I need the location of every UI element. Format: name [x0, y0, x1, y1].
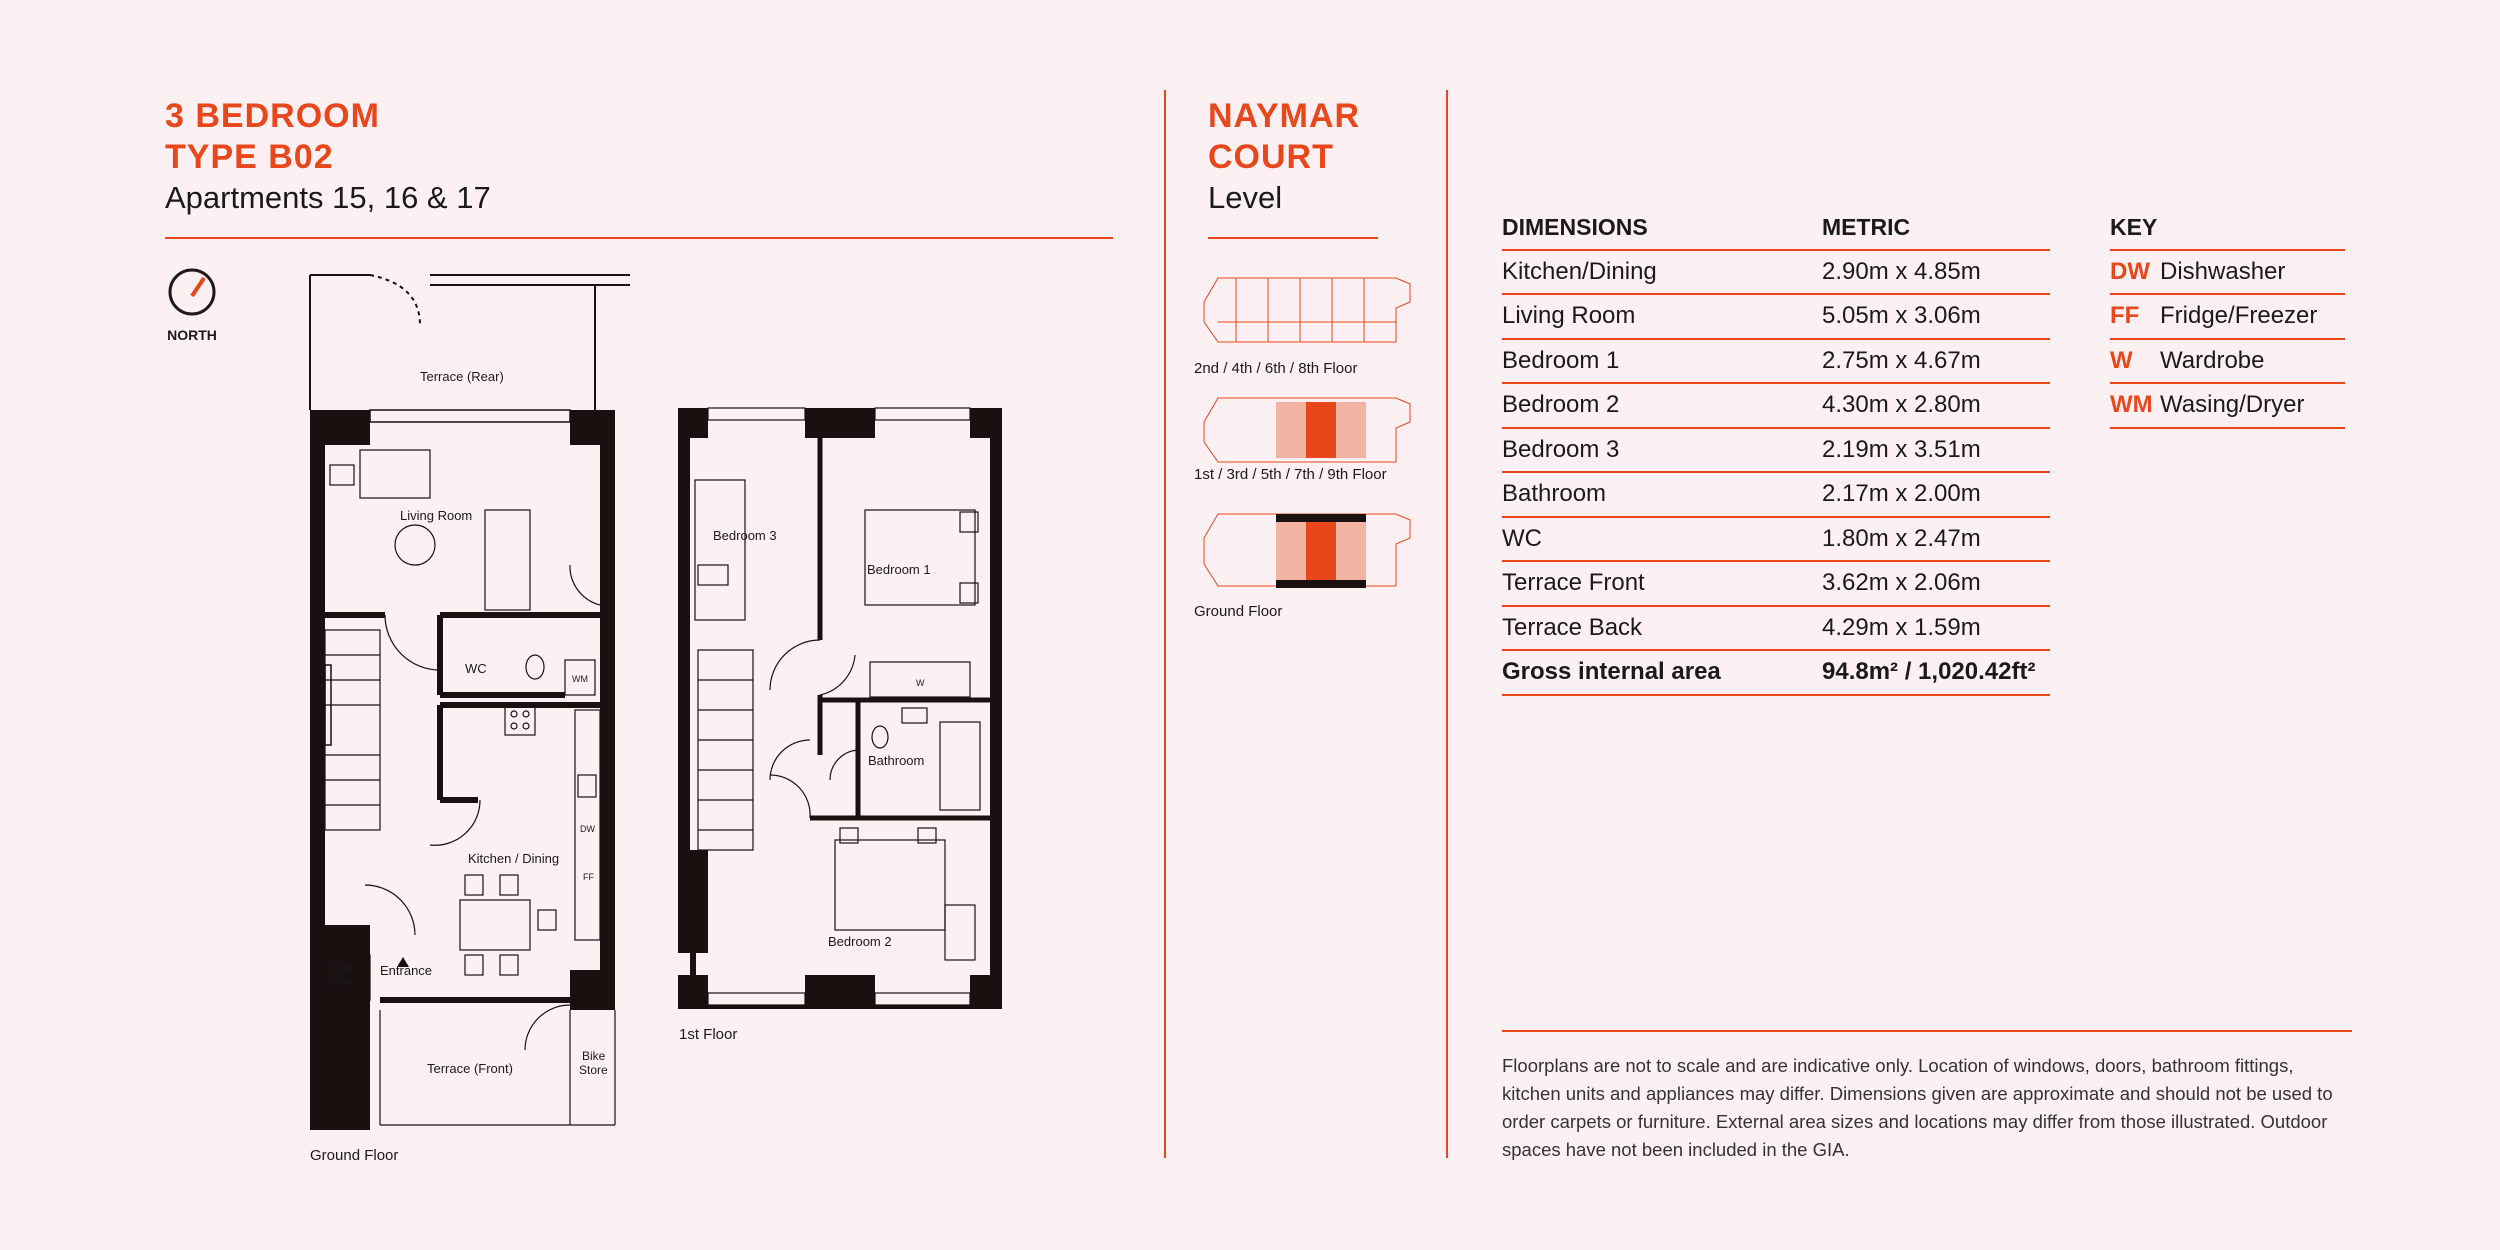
- room-label-bedroom-3: Bedroom 3: [713, 528, 777, 543]
- key-desc: Wardrobe: [2160, 339, 2345, 384]
- key-item: [2110, 339, 2345, 384]
- room-name: Bedroom 2: [1502, 383, 1822, 428]
- building-name-line2: COURT: [1208, 138, 1334, 176]
- table-row: [1502, 339, 2050, 384]
- key-desc: Dishwasher: [2160, 250, 2345, 295]
- unit-type-title: 3 BEDROOM: [165, 97, 380, 135]
- room-name: WC: [1502, 517, 1822, 562]
- unit-type-code: TYPE B02: [165, 138, 334, 176]
- room-label-entrance: Entrance: [380, 963, 433, 978]
- table-row: [1502, 517, 2050, 562]
- title-divider: [165, 237, 1113, 239]
- room-name: Kitchen/Dining: [1502, 250, 1822, 295]
- title-block: [165, 96, 491, 218]
- key-code: W: [2110, 339, 2160, 384]
- north-label: NORTH: [167, 327, 217, 343]
- gia-value: 94.8m² / 1,020.42ft²: [1822, 650, 2050, 695]
- appliance-label-w: W: [916, 678, 925, 688]
- room-label-wc: WC: [465, 661, 487, 676]
- room-label-bike-store: Store: [579, 1063, 608, 1077]
- building-name-line1: NAYMAR: [1208, 97, 1361, 135]
- key-item: [2110, 383, 2345, 428]
- key-table: [2110, 206, 2345, 429]
- room-metric: 4.30m x 2.80m: [1822, 383, 2050, 428]
- level-label: Level: [1208, 180, 1283, 215]
- room-label-terrace-rear: Terrace (Rear): [420, 369, 504, 384]
- room-name: Terrace Back: [1502, 606, 1822, 651]
- column-divider-right: [1446, 90, 1448, 1158]
- key-item: [2110, 294, 2345, 339]
- table-row: [1502, 561, 2050, 606]
- room-label-living: Living Room: [400, 508, 473, 523]
- level-divider: [1208, 237, 1378, 239]
- room-metric: 2.75m x 4.67m: [1822, 339, 2050, 384]
- table-row: [1502, 472, 2050, 517]
- dimensions-header-row: [1502, 206, 2050, 250]
- appliance-label-dw: DW: [580, 824, 595, 834]
- first-floor-plan: [670, 400, 1010, 1020]
- room-label-kitchen: Kitchen / Dining: [468, 851, 560, 866]
- room-name: Bathroom: [1502, 472, 1822, 517]
- room-label-riser-store: Store: [326, 975, 355, 989]
- ground-floor-plan: [300, 265, 640, 1130]
- table-row: [1502, 428, 2050, 473]
- key-code: WM: [2110, 383, 2160, 428]
- keyplan-upper-odd-caption: 1st / 3rd / 5th / 7th / 9th Floor: [1194, 466, 1387, 483]
- room-label-bedroom-2: Bedroom 2: [828, 934, 892, 949]
- room-label-bathroom: Bathroom: [868, 753, 925, 768]
- table-row: [1502, 606, 2050, 651]
- key-desc: Wasing/Dryer: [2160, 383, 2345, 428]
- keyplan-upper-even: [1196, 272, 1420, 354]
- compass-icon: [166, 266, 218, 318]
- north-indicator: [166, 266, 218, 343]
- table-row: [1502, 294, 2050, 339]
- keyplan-upper-even-caption: 2nd / 4th / 6th / 8th Floor: [1194, 360, 1358, 377]
- dimensions-header: DIMENSIONS: [1502, 206, 1822, 250]
- key-header-row: [2110, 206, 2345, 250]
- room-name: Bedroom 1: [1502, 339, 1822, 384]
- key-desc: Fridge/Freezer: [2160, 294, 2345, 339]
- keyplan-ground-caption: Ground Floor: [1194, 603, 1283, 620]
- key-header: KEY: [2110, 206, 2345, 250]
- room-metric: 3.62m x 2.06m: [1822, 561, 2050, 606]
- first-floor-caption: 1st Floor: [679, 1026, 738, 1043]
- room-name: Terrace Front: [1502, 561, 1822, 606]
- key-code: FF: [2110, 294, 2160, 339]
- key-code: DW: [2110, 250, 2160, 295]
- gia-row: [1502, 650, 2050, 695]
- dimensions-table: [1502, 206, 2050, 696]
- table-row: [1502, 383, 2050, 428]
- room-label-riser: Riser: [326, 961, 355, 975]
- gia-label: Gross internal area: [1502, 650, 1822, 695]
- room-metric: 4.29m x 1.59m: [1822, 606, 2050, 651]
- room-name: Living Room: [1502, 294, 1822, 339]
- room-metric: 2.17m x 2.00m: [1822, 472, 2050, 517]
- appliance-label-wm: WM: [572, 674, 588, 684]
- room-name: Bedroom 3: [1502, 428, 1822, 473]
- room-label-terrace-front: Terrace (Front): [427, 1061, 513, 1076]
- ground-floor-caption: Ground Floor: [310, 1147, 399, 1164]
- room-label-bedroom-1: Bedroom 1: [867, 562, 931, 577]
- appliance-label-ff: FF: [583, 872, 594, 882]
- apartments-subtitle: Apartments 15, 16 & 17: [165, 180, 491, 215]
- keyplan-ground: [1196, 508, 1420, 598]
- column-divider-left: [1164, 90, 1166, 1158]
- disclaimer-divider: [1502, 1030, 2352, 1032]
- keyplan-upper-odd: [1196, 392, 1420, 474]
- room-metric: 1.80m x 2.47m: [1822, 517, 2050, 562]
- room-label-bike: Bike: [582, 1049, 606, 1063]
- key-item: [2110, 250, 2345, 295]
- room-metric: 5.05m x 3.06m: [1822, 294, 2050, 339]
- disclaimer-text: Floorplans are not to scale and are indicative only. Location of windows, doors, bathroom fittings, kitchen units and appliances may differ. Dimensions given are approximate and should not be used to order carpets or furniture. External area sizes and locations may differ from those illustrated. Outdoor spaces have not been included in the GIA.: [1502, 1055, 2333, 1160]
- room-metric: 2.19m x 3.51m: [1822, 428, 2050, 473]
- table-row: [1502, 250, 2050, 295]
- room-metric: 2.90m x 4.85m: [1822, 250, 2050, 295]
- level-block: [1208, 96, 1360, 218]
- metric-header: METRIC: [1822, 206, 2050, 250]
